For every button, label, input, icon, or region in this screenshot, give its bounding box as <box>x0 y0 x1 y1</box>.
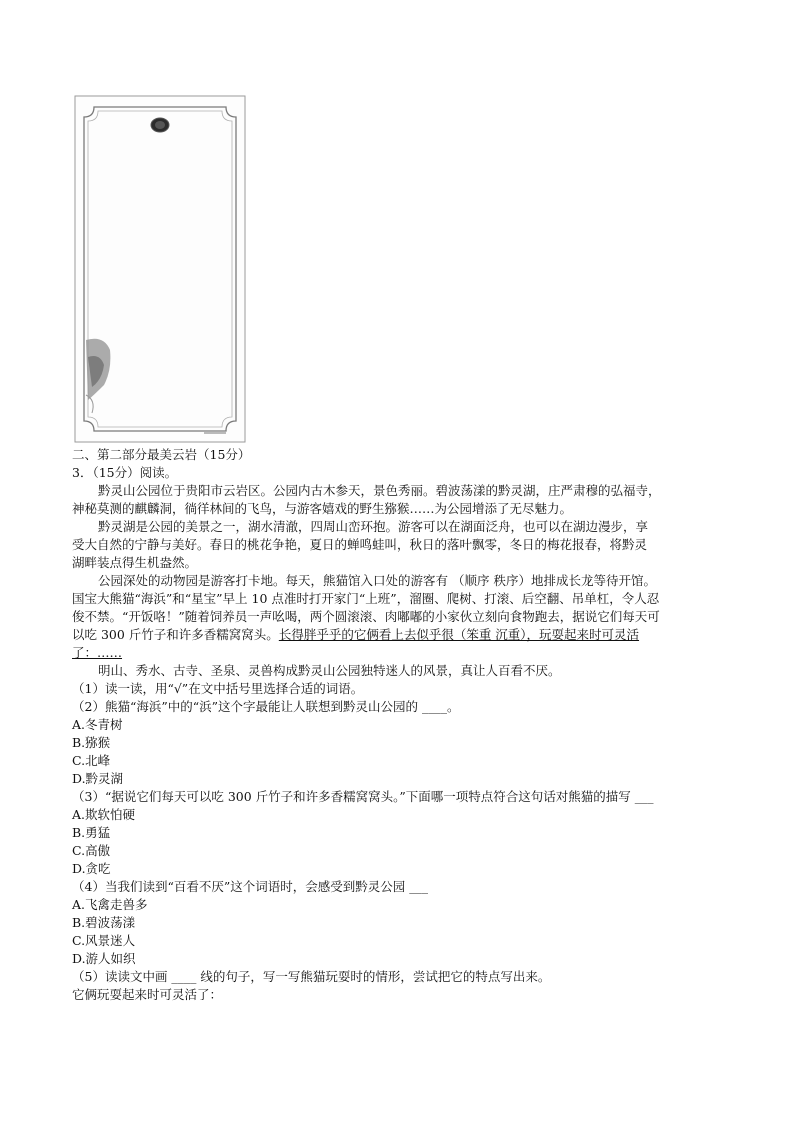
passage-line: 俊不禁。“开饭咯！”随着饲养员一声吆喝，两个圆滚滚、肉嘟嘟的小家伙立刻向食物跑去，据说它们每天可 <box>72 609 660 624</box>
passage-line: 受大自然的宁静与美好。春日的桃花争艳，夏日的蝉鸣蛙叫，秋日的落叶飘零，冬日的梅花报春，将黔灵 <box>72 537 648 552</box>
option-c[interactable]: C.风景迷人 <box>72 933 136 948</box>
subquestion-4: （4）当我们读到“百看不厌”这个词语时，会感受到黔灵公园 ___ <box>72 879 428 894</box>
option-a[interactable]: A.冬青树 <box>72 717 123 732</box>
subquestion-5: （5）读读文中画 ____ 线的句子，写一写熊猫玩耍时的情形，尝试把它的特点写出来。 <box>72 969 551 984</box>
decorative-scroll-frame <box>74 95 246 443</box>
subquestion-2: （2）熊猫“海浜”中的“浜”这个字最能让人联想到黔灵山公园的 ____。 <box>72 699 460 714</box>
answer-prompt: 它俩玩耍起来时可灵活了： <box>72 987 223 1002</box>
option-d[interactable]: D.贪吃 <box>72 861 111 876</box>
option-b[interactable]: B.勇猛 <box>72 825 111 840</box>
option-d[interactable]: D.游人如织 <box>72 951 136 966</box>
passage-line <box>72 626 732 644</box>
option-c[interactable]: C.高傲 <box>72 843 111 858</box>
passage-text: 以吃 300 斤竹子和许多香糯窝窝头。 <box>72 627 279 642</box>
passage-line: 湖畔装点得生机盎然。 <box>72 555 198 570</box>
exam-content <box>72 446 732 1004</box>
passage-line: 国宝大熊猫“海浜”和“星宝”早上 10 点准时打开家门“上班”，溜圈、爬树、打滚、后空翻、吊单杠，令人忍 <box>72 591 660 606</box>
option-c[interactable]: C.北峰 <box>72 753 111 768</box>
subquestion-3: （3）“据说它们每天可以吃 300 斤竹子和许多香糯窝窝头。”下面哪一项特点符合这句话对熊猫的描写 ___ <box>72 789 654 804</box>
section-title: 二、第二部分最美云岩（15分） <box>72 447 251 462</box>
option-b[interactable]: B.猕猴 <box>72 735 111 750</box>
passage-line: 明山、秀水、古寺、圣泉、灵兽构成黔灵山公园独特迷人的风景，真让人百看不厌。 <box>98 663 561 678</box>
passage-line: 公园深处的动物园是游客打卡地。每天，熊猫馆入口处的游客有 （顺序 秩序）地排成长龙等待开馆。 <box>98 573 656 588</box>
underlined-sentence: 长得胖乎乎的它俩看上去似乎很（笨重 沉重），玩耍起来时可灵活 <box>278 627 640 642</box>
passage-line: 黔灵山公园位于贵阳市云岩区。公园内古木参天，景色秀丽。碧波荡漾的黔灵湖，庄严肃穆的弘福寺， <box>98 483 661 498</box>
question-header: 3．（15分）阅读。 <box>72 465 178 480</box>
underlined-sentence-end: 了：…… <box>72 645 123 660</box>
option-a[interactable]: A.欺软怕硬 <box>72 807 136 822</box>
option-b[interactable]: B.碧波荡漾 <box>72 915 136 930</box>
option-d[interactable]: D.黔灵湖 <box>72 771 124 786</box>
option-a[interactable]: A.飞禽走兽多 <box>72 897 148 912</box>
passage-line: 神秘莫测的麒麟洞，徜徉林间的飞鸟，与游客嬉戏的野生猕猴……为公园增添了无尽魅力。 <box>72 501 573 516</box>
passage-line: 黔灵湖是公园的美景之一，湖水清澈，四周山峦环抱。游客可以在湖面泛舟，也可以在湖边漫步，享 <box>98 519 649 534</box>
subquestion-1: （1）读一读，用“√”在文中括号里选择合适的词语。 <box>72 681 364 696</box>
